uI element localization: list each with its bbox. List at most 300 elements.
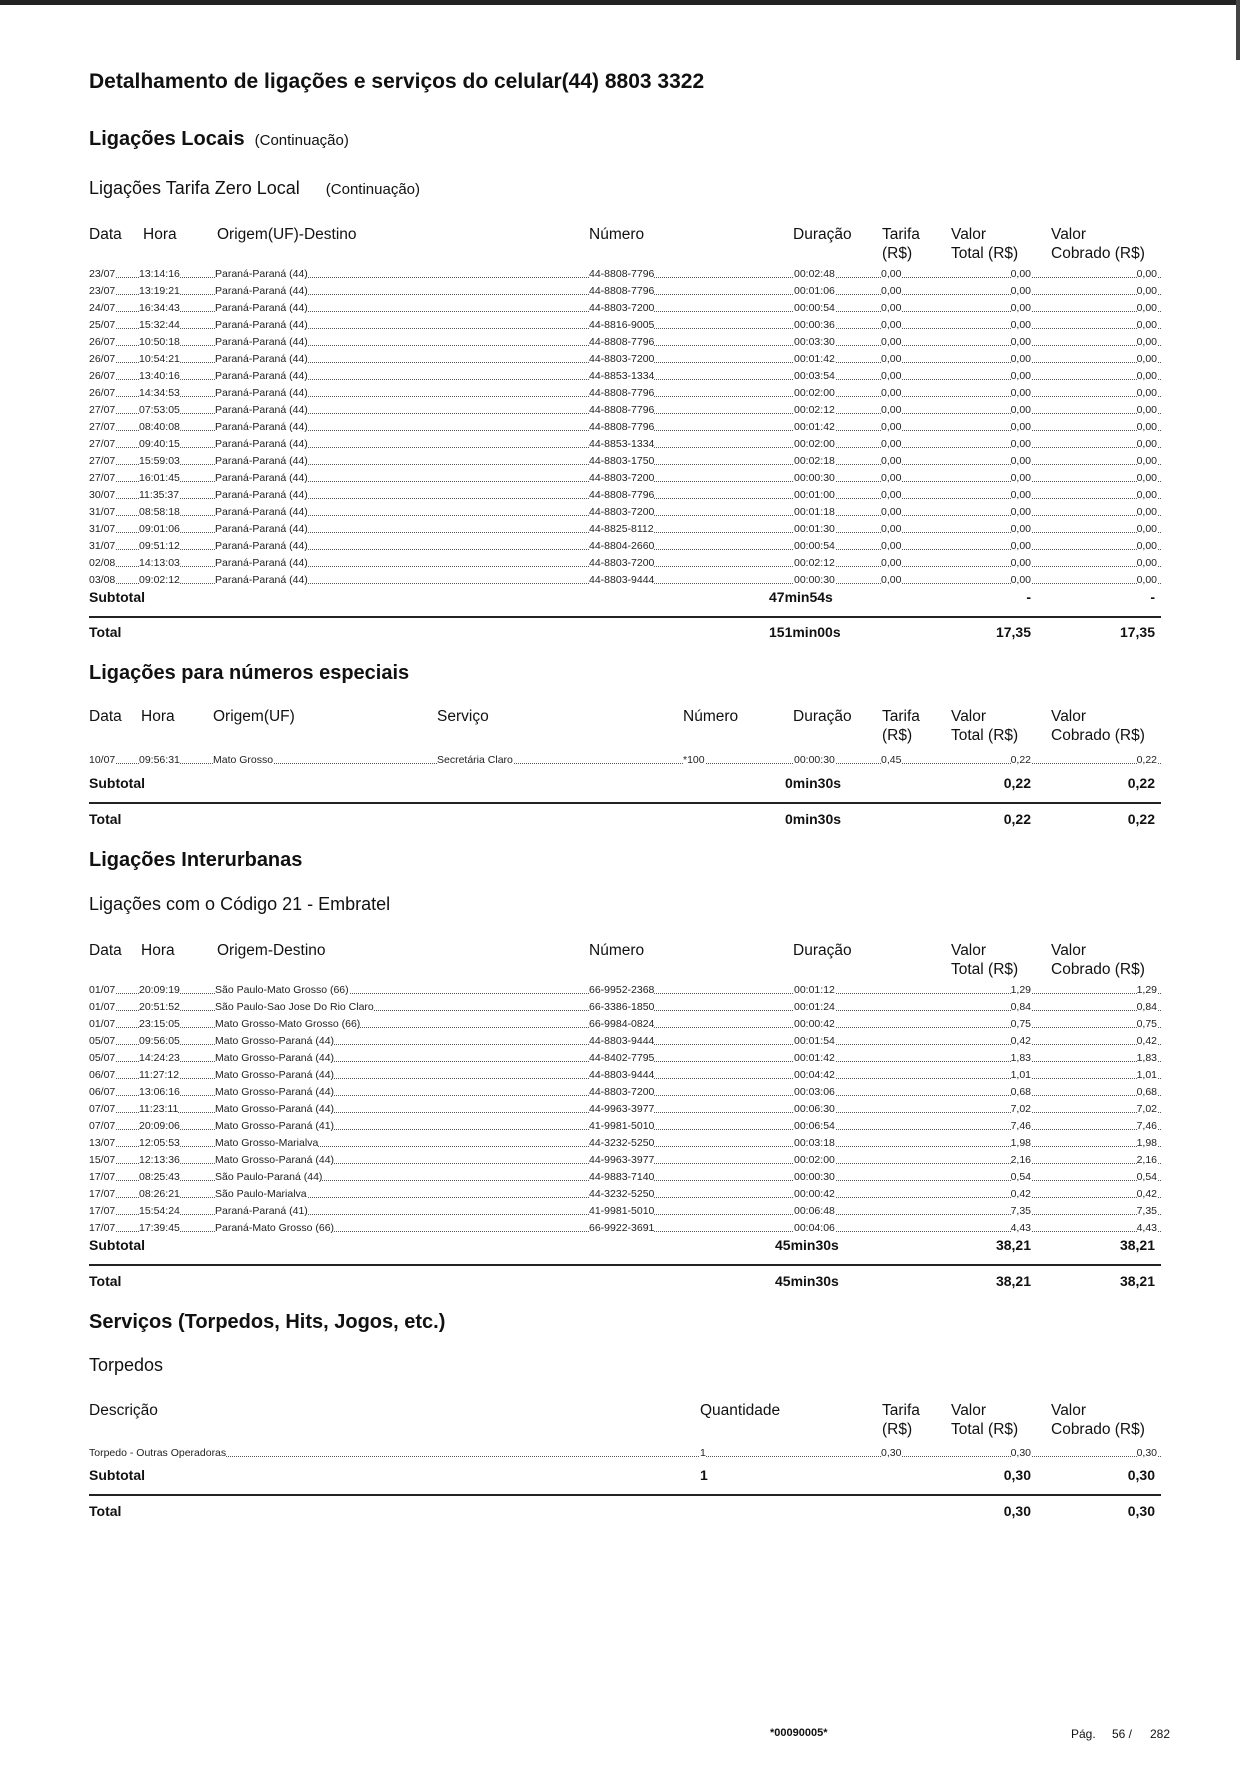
cell-valor-total: 0,00: [1010, 489, 1031, 501]
dotted-leader: [89, 1456, 1161, 1457]
cell-valor-total: 0,00: [1010, 387, 1031, 399]
cell-hora: 11:23:11: [139, 1103, 179, 1115]
cell-duracao: 00:01:06: [794, 285, 835, 297]
cell-valor-total: 0,00: [1010, 455, 1031, 467]
cell-data: 23/07: [89, 268, 116, 280]
total-label: Total: [89, 624, 122, 640]
col-tarifa: Tarifa: [882, 1402, 920, 1419]
cell-hora: 12:05:53: [139, 1137, 180, 1149]
col-valor-cobrado-unit: Cobrado (R$): [1051, 1421, 1145, 1438]
especiais-table-header: [89, 707, 1161, 747]
col-numero: Número: [683, 708, 739, 725]
col-data: Data: [89, 708, 122, 725]
cell-duracao: 00:00:54: [794, 540, 835, 552]
cell-valor-total: 0,30: [1010, 1447, 1031, 1459]
cell-hora: 13:19:21: [139, 285, 180, 297]
cell-valor-total: 0,00: [1010, 404, 1031, 416]
cell-numero: 44-8808-7796: [589, 404, 655, 416]
cell-data: 27/07: [89, 438, 116, 450]
cell-numero: 66-3386-1850: [589, 1001, 655, 1013]
cell-valor-cobrado: 0,00: [1136, 506, 1157, 518]
table-row: [89, 538, 1161, 555]
section-title-especiais: Ligações para números especiais: [89, 662, 410, 684]
cell-origem: São Paulo-Paraná (44): [215, 1171, 323, 1183]
cell-hora: 16:34:43: [139, 302, 180, 314]
cell-hora: 09:56:31: [139, 754, 180, 766]
cell-tarifa: 0,00: [881, 523, 902, 535]
cell-hora: 08:40:08: [139, 421, 180, 433]
subtotal-quantidade: 1: [700, 1467, 708, 1483]
cell-valor-cobrado: 0,30: [1136, 1447, 1157, 1459]
cell-duracao: 00:06:48: [794, 1205, 835, 1217]
table-row: [89, 487, 1161, 504]
cell-origem: Mato Grosso: [213, 754, 274, 766]
cell-hora: 14:24:23: [139, 1052, 180, 1064]
total-label: Total: [89, 1273, 122, 1289]
cell-hora: 13:14:16: [139, 268, 180, 280]
cell-tarifa: 0,00: [881, 557, 902, 569]
cell-valor-cobrado: 0,00: [1136, 387, 1157, 399]
cell-duracao: 00:01:42: [794, 353, 835, 365]
cell-numero: 66-9984-0824: [589, 1018, 655, 1030]
cell-origem: Paraná-Paraná (44): [215, 506, 308, 518]
cell-data: 27/07: [89, 472, 116, 484]
cell-hora: 17:39:45: [139, 1222, 180, 1234]
col-origem: Origem-Destino: [217, 942, 326, 959]
cell-valor-cobrado: 0,54: [1136, 1171, 1157, 1183]
cell-data: 30/07: [89, 489, 116, 501]
cell-hora: 09:01:06: [139, 523, 180, 535]
torpedos-table-body: [89, 1445, 1161, 1462]
cell-valor-cobrado: 0,68: [1136, 1086, 1157, 1098]
cell-numero: 44-8808-7796: [589, 336, 655, 348]
cell-origem: São Paulo-Mato Grosso (66): [215, 984, 349, 996]
inter-table-body: [89, 982, 1161, 1237]
table-row: [89, 283, 1161, 300]
cell-numero: 44-8816-9005: [589, 319, 655, 331]
col-servico: Serviço: [437, 708, 489, 725]
cell-data: 27/07: [89, 404, 116, 416]
table-row: [89, 1445, 1161, 1462]
cell-duracao: 00:01:12: [794, 984, 835, 996]
subsection-title-tarifa-zero: [89, 178, 420, 199]
cell-valor-total: 0,42: [1010, 1188, 1031, 1200]
cell-tarifa: 0,00: [881, 285, 902, 297]
cell-valor-cobrado: 0,00: [1136, 370, 1157, 382]
col-tarifa-unit: (R$): [882, 1421, 913, 1438]
cell-valor-cobrado: 0,84: [1136, 1001, 1157, 1013]
cell-origem: Mato Grosso-Paraná (44): [215, 1086, 335, 1098]
cell-duracao: 00:04:42: [794, 1069, 835, 1081]
cell-valor-cobrado: 1,01: [1136, 1069, 1157, 1081]
cell-origem: Mato Grosso-Paraná (44): [215, 1069, 335, 1081]
locais-table-body: [89, 266, 1161, 589]
cell-numero: 44-8808-7796: [589, 489, 655, 501]
table-row: [89, 1169, 1161, 1186]
cell-numero: 44-8803-9444: [589, 1069, 655, 1081]
locais-subtotal-row: [89, 589, 1161, 609]
table-row: [89, 1186, 1161, 1203]
cell-numero: 44-8402-7795: [589, 1052, 655, 1064]
cell-valor-cobrado: 0,00: [1136, 540, 1157, 552]
cell-duracao: 00:03:18: [794, 1137, 835, 1149]
total-valor-cobrado: 0,30: [1127, 1503, 1155, 1519]
cell-duracao: 00:02:18: [794, 455, 835, 467]
cell-hora: 15:54:24: [139, 1205, 180, 1217]
col-valor-total-unit: Total (R$): [951, 961, 1019, 978]
cell-valor-total: 7,35: [1010, 1205, 1031, 1217]
table-row: [89, 1067, 1161, 1084]
cell-duracao: 00:00:30: [794, 472, 835, 484]
table-row: [89, 1152, 1161, 1169]
cell-data: 31/07: [89, 506, 116, 518]
cell-hora: 08:25:43: [139, 1171, 180, 1183]
cell-numero: 44-3232-5250: [589, 1137, 655, 1149]
total-valor-total: 0,30: [1003, 1503, 1031, 1519]
cell-tarifa: 0,00: [881, 574, 902, 586]
col-duracao: Duração: [793, 226, 852, 243]
section-title-interurbanas: Ligações Interurbanas: [89, 849, 303, 871]
cell-valor-cobrado: 1,98: [1136, 1137, 1157, 1149]
cell-valor-total: 0,00: [1010, 472, 1031, 484]
cell-data: 01/07: [89, 984, 116, 996]
cell-valor-total: 0,00: [1010, 302, 1031, 314]
cell-tarifa: 0,45: [881, 754, 902, 766]
cell-valor-total: 1,83: [1010, 1052, 1031, 1064]
cell-hora: 13:40:16: [139, 370, 180, 382]
cell-data: 01/07: [89, 1001, 116, 1013]
cell-valor-cobrado: 7,02: [1136, 1103, 1157, 1115]
table-row: [89, 1033, 1161, 1050]
cell-data: 05/07: [89, 1052, 116, 1064]
subtotal-label: Subtotal: [89, 589, 145, 605]
torpedos-total-rule: [89, 1494, 1161, 1496]
col-hora: Hora: [141, 708, 175, 725]
cell-valor-cobrado: 0,00: [1136, 472, 1157, 484]
cell-data: 23/07: [89, 285, 116, 297]
cell-tarifa: 0,00: [881, 404, 902, 416]
cell-numero: 44-8853-1334: [589, 370, 655, 382]
col-numero: Número: [589, 226, 645, 243]
subtotal-label: Subtotal: [89, 1467, 145, 1483]
col-valor-total: Valor: [951, 226, 987, 243]
torpedos-table-header: [89, 1401, 1161, 1441]
cell-hora: 16:01:45: [139, 472, 180, 484]
cell-valor-cobrado: 0,42: [1136, 1035, 1157, 1047]
table-row: [89, 504, 1161, 521]
cell-valor-total: 1,98: [1010, 1137, 1031, 1149]
cell-numero: 44-9963-3977: [589, 1103, 655, 1115]
cell-duracao: 00:00:30: [794, 574, 835, 586]
cell-hora: 14:34:53: [139, 387, 180, 399]
especiais-subtotal-row: [89, 775, 1161, 795]
table-row: [89, 317, 1161, 334]
inter-total-row: [89, 1273, 1161, 1293]
footer-page-count: 282: [1150, 1727, 1171, 1741]
cell-origem: Paraná-Paraná (44): [215, 285, 308, 297]
cell-duracao: 00:00:30: [794, 754, 835, 766]
cell-origem: Paraná-Paraná (44): [215, 438, 308, 450]
col-valor-total: Valor: [951, 942, 987, 959]
total-valor-total: 38,21: [995, 1273, 1031, 1289]
cell-tarifa: 0,00: [881, 472, 902, 484]
cell-numero: 44-8808-7796: [589, 421, 655, 433]
cell-valor-cobrado: 0,00: [1136, 268, 1157, 280]
cell-origem: Paraná-Paraná (44): [215, 489, 308, 501]
cell-numero: 44-8803-9444: [589, 1035, 655, 1047]
cell-data: 06/07: [89, 1086, 116, 1098]
subtotal-valor-cobrado: 0,30: [1127, 1467, 1155, 1483]
col-origem: Origem(UF)-Destino: [217, 226, 357, 243]
cell-numero: 44-9963-3977: [589, 1154, 655, 1166]
cell-valor-total: 0,00: [1010, 285, 1031, 297]
cell-valor-total: 1,29: [1010, 984, 1031, 996]
cell-valor-total: 0,75: [1010, 1018, 1031, 1030]
cell-origem: Paraná-Paraná (44): [215, 353, 308, 365]
cell-origem: Mato Grosso-Paraná (44): [215, 1052, 335, 1064]
cell-origem: Paraná-Paraná (41): [215, 1205, 308, 1217]
cell-hora: 20:09:06: [139, 1120, 180, 1132]
cell-quantidade: 1: [700, 1447, 706, 1459]
cell-data: 01/07: [89, 1018, 116, 1030]
cell-valor-total: 4,43: [1010, 1222, 1031, 1234]
table-row: [89, 453, 1161, 470]
cell-valor-cobrado: 0,75: [1136, 1018, 1157, 1030]
cell-numero: 41-9981-5010: [589, 1205, 655, 1217]
cell-duracao: 00:06:54: [794, 1120, 835, 1132]
cell-duracao: 00:01:30: [794, 523, 835, 535]
cell-origem: Paraná-Paraná (44): [215, 268, 308, 280]
subsection-note-tarifa-zero: (Continuação): [325, 181, 421, 198]
cell-tarifa: 0,00: [881, 370, 902, 382]
cell-origem: Paraná-Paraná (44): [215, 387, 308, 399]
cell-hora: 09:40:15: [139, 438, 180, 450]
especiais-total-rule: [89, 802, 1161, 804]
inter-total-rule: [89, 1264, 1161, 1266]
cell-data: 31/07: [89, 540, 116, 552]
cell-origem: Paraná-Paraná (44): [215, 421, 308, 433]
subtotal-valor-cobrado: -: [1150, 589, 1155, 605]
cell-duracao: 00:02:00: [794, 438, 835, 450]
cell-duracao: 00:02:12: [794, 557, 835, 569]
cell-tarifa: 0,30: [881, 1447, 902, 1459]
section-title-servicos: Serviços (Torpedos, Hits, Jogos, etc.): [89, 1311, 446, 1333]
col-duracao: Duração: [793, 942, 852, 959]
inter-table-header: [89, 941, 1161, 981]
cell-hora: 13:06:16: [139, 1086, 180, 1098]
cell-descricao: Torpedo - Outras Operadoras: [89, 1447, 227, 1459]
cell-valor-total: 0,00: [1010, 438, 1031, 450]
cell-valor-total: 0,42: [1010, 1035, 1031, 1047]
cell-numero: 44-8803-7200: [589, 1086, 655, 1098]
col-valor-total-unit: Total (R$): [951, 727, 1019, 744]
col-descricao: Descrição: [89, 1402, 158, 1419]
col-tarifa: Tarifa: [882, 226, 920, 243]
cell-numero: 44-8803-7200: [589, 353, 655, 365]
cell-valor-cobrado: 0,00: [1136, 302, 1157, 314]
cell-valor-total: 0,00: [1010, 506, 1031, 518]
cell-tarifa: 0,00: [881, 438, 902, 450]
cell-data: 31/07: [89, 523, 116, 535]
col-hora: Hora: [141, 942, 175, 959]
cell-data: 10/07: [89, 754, 116, 766]
cell-duracao: 00:02:12: [794, 404, 835, 416]
cell-hora: 11:35:37: [139, 489, 180, 501]
page-title: Detalhamento de ligações e serviços do celular(44) 8803 3322: [89, 70, 705, 93]
table-row: [89, 1135, 1161, 1152]
subtotal-duracao: 0min30s: [785, 775, 842, 791]
cell-origem: Mato Grosso-Paraná (41): [215, 1120, 335, 1132]
cell-data: 26/07: [89, 387, 116, 399]
cell-duracao: 00:03:06: [794, 1086, 835, 1098]
cell-tarifa: 0,00: [881, 302, 902, 314]
cell-duracao: 00:00:30: [794, 1171, 835, 1183]
col-numero: Número: [589, 942, 645, 959]
cell-numero: 44-8808-7796: [589, 285, 655, 297]
cell-origem: Paraná-Paraná (44): [215, 370, 308, 382]
cell-valor-total: 1,01: [1010, 1069, 1031, 1081]
table-row: [89, 521, 1161, 538]
cell-valor-cobrado: 0,00: [1136, 489, 1157, 501]
cell-origem: Paraná-Paraná (44): [215, 523, 308, 535]
table-row: [89, 385, 1161, 402]
cell-hora: 09:02:12: [139, 574, 180, 586]
subtotal-valor-total: 38,21: [995, 1237, 1031, 1253]
table-row: [89, 402, 1161, 419]
cell-origem: Mato Grosso-Paraná (44): [215, 1154, 335, 1166]
subtotal-valor-cobrado: 0,22: [1127, 775, 1155, 791]
section-title-locais-text: Ligações Locais: [89, 128, 245, 150]
cell-origem: Mato Grosso-Mato Grosso (66): [215, 1018, 361, 1030]
cell-origem: Mato Grosso-Paraná (44): [215, 1035, 335, 1047]
cell-data: 26/07: [89, 336, 116, 348]
table-row: [89, 752, 1161, 769]
cell-valor-cobrado: 7,35: [1136, 1205, 1157, 1217]
cell-servico: Secretária Claro: [437, 754, 513, 766]
subtotal-duracao: 45min30s: [775, 1237, 839, 1253]
cell-numero: 44-8803-7200: [589, 472, 655, 484]
cell-data: 24/07: [89, 302, 116, 314]
col-hora: Hora: [143, 226, 177, 243]
cell-valor-cobrado: 4,43: [1136, 1222, 1157, 1234]
table-row: [89, 999, 1161, 1016]
cell-valor-cobrado: 0,00: [1136, 353, 1157, 365]
locais-total-rule: [89, 616, 1161, 618]
cell-valor-cobrado: 2,16: [1136, 1154, 1157, 1166]
cell-hora: 07:53:05: [139, 404, 180, 416]
cell-valor-total: 7,46: [1010, 1120, 1031, 1132]
cell-data: 13/07: [89, 1137, 116, 1149]
cell-origem: Paraná-Paraná (44): [215, 404, 308, 416]
cell-valor-cobrado: 0,42: [1136, 1188, 1157, 1200]
cell-duracao: 00:01:42: [794, 421, 835, 433]
torpedos-total-row: [89, 1503, 1161, 1523]
cell-numero: 44-8808-7796: [589, 268, 655, 280]
cell-valor-total: 0,00: [1010, 268, 1031, 280]
cell-origem: São Paulo-Sao Jose Do Rio Claro: [215, 1001, 374, 1013]
cell-duracao: 00:02:00: [794, 387, 835, 399]
table-row: [89, 419, 1161, 436]
cell-duracao: 00:03:54: [794, 370, 835, 382]
cell-valor-total: 0,00: [1010, 336, 1031, 348]
col-valor-total: Valor: [951, 1402, 987, 1419]
table-row: [89, 1220, 1161, 1237]
cell-duracao: 00:01:18: [794, 506, 835, 518]
cell-valor-cobrado: 1,29: [1136, 984, 1157, 996]
subtotal-valor-total: 0,30: [1003, 1467, 1031, 1483]
col-valor-cobrado-unit: Cobrado (R$): [1051, 727, 1145, 744]
cell-duracao: 00:01:42: [794, 1052, 835, 1064]
section-note-locais: (Continuação): [254, 132, 349, 149]
col-valor-cobrado-unit: Cobrado (R$): [1051, 961, 1145, 978]
footer-page-label: Pág.: [1071, 1727, 1096, 1741]
col-valor-cobrado: Valor: [1051, 942, 1087, 959]
table-row: [89, 334, 1161, 351]
cell-tarifa: 0,00: [881, 268, 902, 280]
cell-duracao: 00:02:00: [794, 1154, 835, 1166]
table-row: [89, 1203, 1161, 1220]
col-valor-cobrado: Valor: [1051, 708, 1087, 725]
cell-numero: 44-8803-7200: [589, 302, 655, 314]
col-valor-total-unit: Total (R$): [951, 245, 1019, 262]
cell-valor-total: 0,00: [1010, 370, 1031, 382]
cell-origem: Paraná-Paraná (44): [215, 557, 308, 569]
total-label: Total: [89, 811, 122, 827]
cell-origem: Paraná-Paraná (44): [215, 540, 308, 552]
table-row: [89, 1101, 1161, 1118]
cell-numero: 44-8808-7796: [589, 387, 655, 399]
cell-valor-total: 0,00: [1010, 523, 1031, 535]
cell-data: 07/07: [89, 1120, 116, 1132]
col-data: Data: [89, 226, 122, 243]
cell-numero: 44-8803-7200: [589, 506, 655, 518]
cell-origem: Paraná-Paraná (44): [215, 472, 308, 484]
cell-valor-cobrado: 0,00: [1136, 404, 1157, 416]
cell-valor-cobrado: 0,00: [1136, 455, 1157, 467]
cell-valor-total: 0,00: [1010, 557, 1031, 569]
cell-numero: 44-8803-1750: [589, 455, 655, 467]
cell-duracao: 00:06:30: [794, 1103, 835, 1115]
cell-valor-cobrado: 7,46: [1136, 1120, 1157, 1132]
total-duracao: 0min30s: [785, 811, 842, 827]
cell-valor-cobrado: 1,83: [1136, 1052, 1157, 1064]
cell-data: 25/07: [89, 319, 116, 331]
cell-valor-total: 0,00: [1010, 319, 1031, 331]
cell-origem: Paraná-Paraná (44): [215, 574, 308, 586]
cell-valor-total: 0,00: [1010, 421, 1031, 433]
subtotal-label: Subtotal: [89, 1237, 145, 1253]
cell-valor-cobrado: 0,00: [1136, 438, 1157, 450]
table-row: [89, 436, 1161, 453]
cell-data: 27/07: [89, 455, 116, 467]
table-row: [89, 572, 1161, 589]
col-valor-cobrado-unit: Cobrado (R$): [1051, 245, 1145, 262]
table-row: [89, 1118, 1161, 1135]
table-row: [89, 1016, 1161, 1033]
cell-hora: 15:32:44: [139, 319, 180, 331]
cell-valor-cobrado: 0,00: [1136, 574, 1157, 586]
cell-hora: 20:09:19: [139, 984, 180, 996]
especiais-table-body: [89, 752, 1161, 769]
total-valor-cobrado: 17,35: [1119, 624, 1155, 640]
cell-valor-total: 0,54: [1010, 1171, 1031, 1183]
cell-data: 02/08: [89, 557, 116, 569]
cell-numero: 44-8853-1334: [589, 438, 655, 450]
total-valor-cobrado: 38,21: [1119, 1273, 1155, 1289]
col-tarifa-unit: (R$): [882, 727, 913, 744]
cell-origem: São Paulo-Marialva: [215, 1188, 307, 1200]
cell-data: 17/07: [89, 1205, 116, 1217]
